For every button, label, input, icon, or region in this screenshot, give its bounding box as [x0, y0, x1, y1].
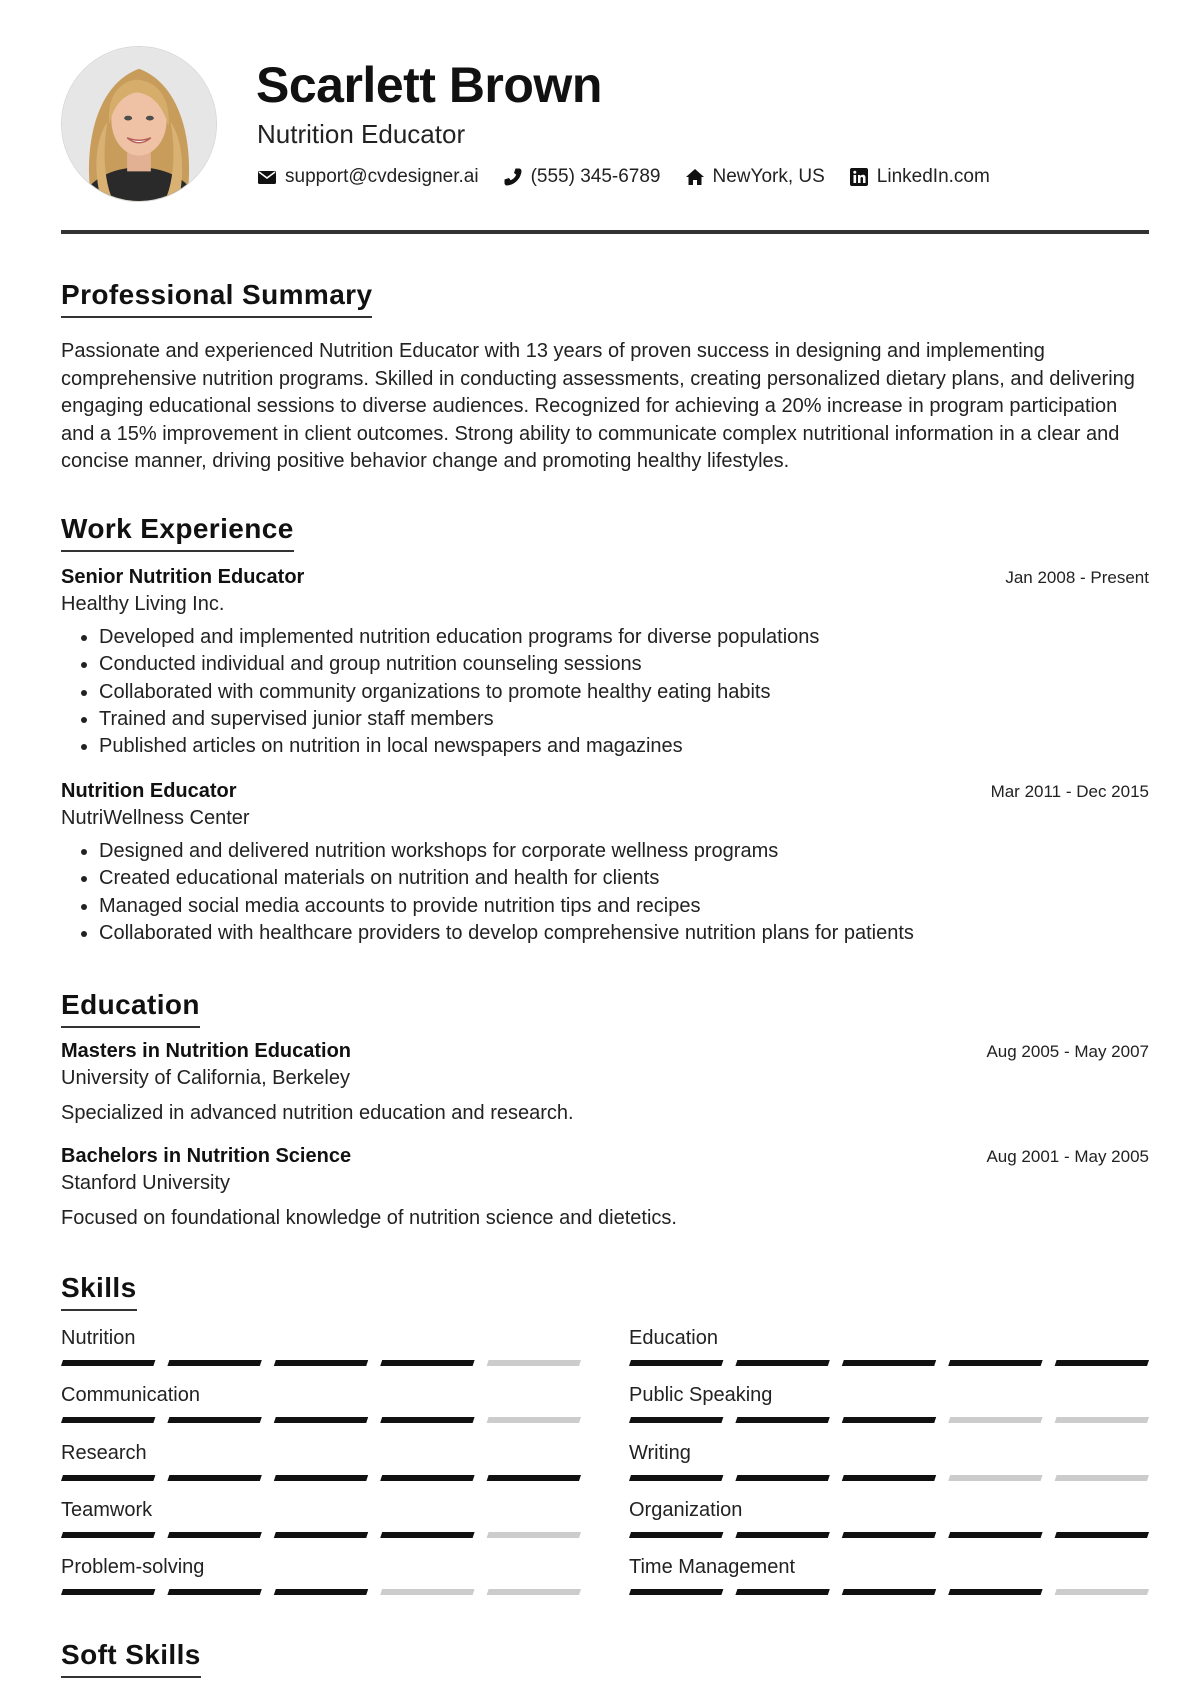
education-dates: Aug 2001 - May 2005 [986, 1147, 1149, 1166]
skill-segment-filled [629, 1589, 723, 1595]
skill-segment-empty [487, 1589, 581, 1595]
skill-name: Education [629, 1327, 718, 1349]
skill-rating [629, 1589, 1149, 1595]
envelope-icon [257, 167, 277, 187]
skill-segment-filled [629, 1360, 723, 1366]
list-item: • Published articles on nutrition in local newspapers and magazines [99, 733, 1149, 760]
skill-rating-bar [61, 1532, 581, 1538]
contact-location [685, 166, 825, 188]
skill-name: Research [61, 1442, 147, 1464]
avatar [61, 46, 217, 202]
skill-item [629, 1328, 1149, 1348]
list-item: • Collaborated with healthcare providers to develop comprehensive nutrition plans for patients [99, 920, 1149, 947]
skill-segment-filled [948, 1589, 1042, 1595]
skill-segment-filled [948, 1360, 1042, 1366]
contact-phone[interactable] [503, 166, 661, 188]
skill-name: Time Management [629, 1556, 795, 1578]
education-entry [61, 1040, 1149, 1127]
candidate-title: Nutrition Educator [257, 119, 466, 149]
skill-segment-empty [487, 1532, 581, 1538]
skill-rating-bar [61, 1360, 581, 1366]
skill-segment-filled [629, 1532, 723, 1538]
skill-name: Teamwork [61, 1499, 153, 1521]
skill-rating-bar [61, 1417, 581, 1423]
education-entry [61, 1145, 1149, 1232]
header-divider [61, 230, 1149, 234]
skill-segment-filled [948, 1532, 1042, 1538]
skill-rating-bar [61, 1475, 581, 1481]
work-entry [61, 780, 1149, 947]
skill-segment-filled [735, 1532, 829, 1538]
skill-rating-bar [61, 1589, 581, 1595]
list-item: • Managed social media accounts to provide nutrition tips and recipes [99, 893, 1149, 920]
skill-segment-filled [167, 1360, 261, 1366]
skill-segment-filled [167, 1417, 261, 1423]
skill-segment-filled [274, 1417, 368, 1423]
school-name: University of California, Berkeley [61, 1067, 350, 1089]
job-dates: Mar 2011 - Dec 2015 [990, 782, 1149, 801]
skill-rating-bar [629, 1417, 1149, 1423]
skill-item [61, 1500, 581, 1520]
skill-item [629, 1557, 1149, 1577]
skill-segment-filled [380, 1417, 474, 1423]
soft-skills-heading: Soft Skills [61, 1640, 201, 1678]
skill-item [629, 1443, 1149, 1463]
skills-heading: Skills [61, 1273, 137, 1311]
skill-segment-filled [61, 1532, 155, 1538]
skill-item [629, 1500, 1149, 1520]
resume-header [61, 46, 1149, 206]
degree-name: Bachelors in Nutrition Science [61, 1145, 352, 1167]
skill-segment-filled [274, 1360, 368, 1366]
skill-rating [61, 1589, 581, 1595]
degree-name: Masters in Nutrition Education [61, 1040, 352, 1062]
skill-rating [629, 1417, 1149, 1423]
skill-segment-filled [61, 1360, 155, 1366]
skill-segment-empty [380, 1589, 474, 1595]
skill-segment-filled [167, 1589, 261, 1595]
contact-list [257, 166, 1014, 188]
skill-name: Writing [629, 1442, 691, 1464]
skill-segment-empty [1055, 1475, 1149, 1481]
skill-name: Organization [629, 1499, 743, 1521]
skill-item [629, 1385, 1149, 1405]
summary-heading: Professional Summary [61, 280, 372, 318]
skill-rating-bar [629, 1475, 1149, 1481]
job-bullets [61, 624, 1149, 760]
list-item: • Trained and supervised junior staff members [99, 706, 1149, 733]
skill-segment-filled [629, 1417, 723, 1423]
list-item: • Designed and delivered nutrition workshops for corporate wellness programs [99, 838, 1149, 865]
job-company: NutriWellness Center [61, 807, 250, 829]
skill-segment-filled [274, 1589, 368, 1595]
skill-name: Nutrition [61, 1327, 136, 1349]
contact-location-text: NewYork, US [712, 166, 825, 187]
skill-segment-filled [735, 1589, 829, 1595]
summary-text: Passionate and experienced Nutrition Educator with 13 years of proven success in designing and implementing comprehensive nutrition programs. Skilled in conducting assessments, creating personalized dietary plans, and delivering engaging educational sessions to diverse audiences. Recognized for achieving a 20% increase in program participation and a 15% improvement in client outcomes. Strong ability to communicate complex nutritional information in a clear and concise manner, driving positive behavior change and promoting healthy lifestyles. [61, 340, 1135, 472]
education-description: Focused on foundational knowledge of nutrition science and dietetics. [61, 1207, 677, 1229]
skill-segment-filled [842, 1589, 936, 1595]
skill-rating-bar [629, 1360, 1149, 1366]
skill-segment-empty [487, 1417, 581, 1423]
skill-segment-filled [167, 1532, 261, 1538]
linkedin-icon [849, 167, 869, 187]
job-dates: Jan 2008 - Present [1005, 568, 1149, 587]
skill-item [61, 1443, 581, 1463]
skill-segment-filled [735, 1475, 829, 1481]
skill-segment-empty [487, 1360, 581, 1366]
skill-item [61, 1328, 581, 1348]
contact-email-text[interactable]: support@cvdesigner.ai [285, 166, 479, 187]
skill-segment-filled [1055, 1360, 1149, 1366]
skill-segment-filled [735, 1360, 829, 1366]
skill-rating-bar [629, 1589, 1149, 1595]
skill-rating [61, 1417, 581, 1423]
list-item: • Developed and implemented nutrition education programs for diverse populations [99, 624, 1149, 651]
work-entry [61, 566, 1149, 760]
skill-segment-filled [167, 1475, 261, 1481]
skill-segment-filled [380, 1475, 474, 1481]
contact-linkedin[interactable] [849, 166, 990, 188]
skill-segment-empty [1055, 1589, 1149, 1595]
contact-phone-text[interactable]: (555) 345-6789 [530, 166, 661, 187]
skill-rating [629, 1532, 1149, 1538]
skill-name: Communication [61, 1384, 200, 1406]
skill-rating-bar [629, 1532, 1149, 1538]
skill-segment-filled [842, 1417, 936, 1423]
skill-segment-empty [1055, 1417, 1149, 1423]
skill-segment-filled [629, 1475, 723, 1481]
skill-segment-filled [274, 1532, 368, 1538]
skill-rating [61, 1360, 581, 1366]
skill-segment-empty [948, 1417, 1042, 1423]
education-dates: Aug 2005 - May 2007 [986, 1042, 1149, 1061]
list-item: • Conducted individual and group nutrition counseling sessions [99, 651, 1149, 678]
school-name: Stanford University [61, 1172, 230, 1194]
candidate-name: Scarlett Brown [256, 57, 602, 113]
contact-linkedin-text[interactable]: LinkedIn.com [876, 166, 990, 187]
education-description: Specialized in advanced nutrition education and research. [61, 1102, 574, 1124]
skill-name: Problem-solving [61, 1556, 205, 1578]
skill-segment-filled [842, 1475, 936, 1481]
list-item: • Collaborated with community organizations to promote healthy eating habits [99, 679, 1149, 706]
skill-segment-filled [380, 1532, 474, 1538]
work-heading: Work Experience [61, 514, 294, 552]
skill-name: Public Speaking [629, 1384, 773, 1406]
skill-rating [629, 1475, 1149, 1481]
skill-segment-filled [1055, 1532, 1149, 1538]
skill-segment-empty [948, 1475, 1042, 1481]
job-bullets [61, 838, 1149, 947]
skill-segment-filled [842, 1532, 936, 1538]
skill-segment-filled [274, 1475, 368, 1481]
skill-rating [629, 1360, 1149, 1366]
skill-item [61, 1557, 581, 1577]
job-company: Healthy Living Inc. [61, 593, 225, 615]
contact-email[interactable] [257, 166, 479, 188]
home-icon [685, 167, 705, 187]
skill-segment-filled [487, 1475, 581, 1481]
skill-rating [61, 1532, 581, 1538]
list-item: • Created educational materials on nutrition and health for clients [99, 865, 1149, 892]
phone-icon [503, 167, 523, 187]
job-role: Nutrition Educator [61, 780, 237, 802]
skill-segment-filled [61, 1589, 155, 1595]
skill-item [61, 1385, 581, 1405]
skill-rating [61, 1475, 581, 1481]
education-heading: Education [61, 990, 200, 1028]
skill-segment-filled [735, 1417, 829, 1423]
skill-segment-filled [61, 1417, 155, 1423]
skill-segment-filled [380, 1360, 474, 1366]
job-role: Senior Nutrition Educator [61, 566, 305, 588]
skill-segment-filled [842, 1360, 936, 1366]
skill-segment-filled [61, 1475, 155, 1481]
